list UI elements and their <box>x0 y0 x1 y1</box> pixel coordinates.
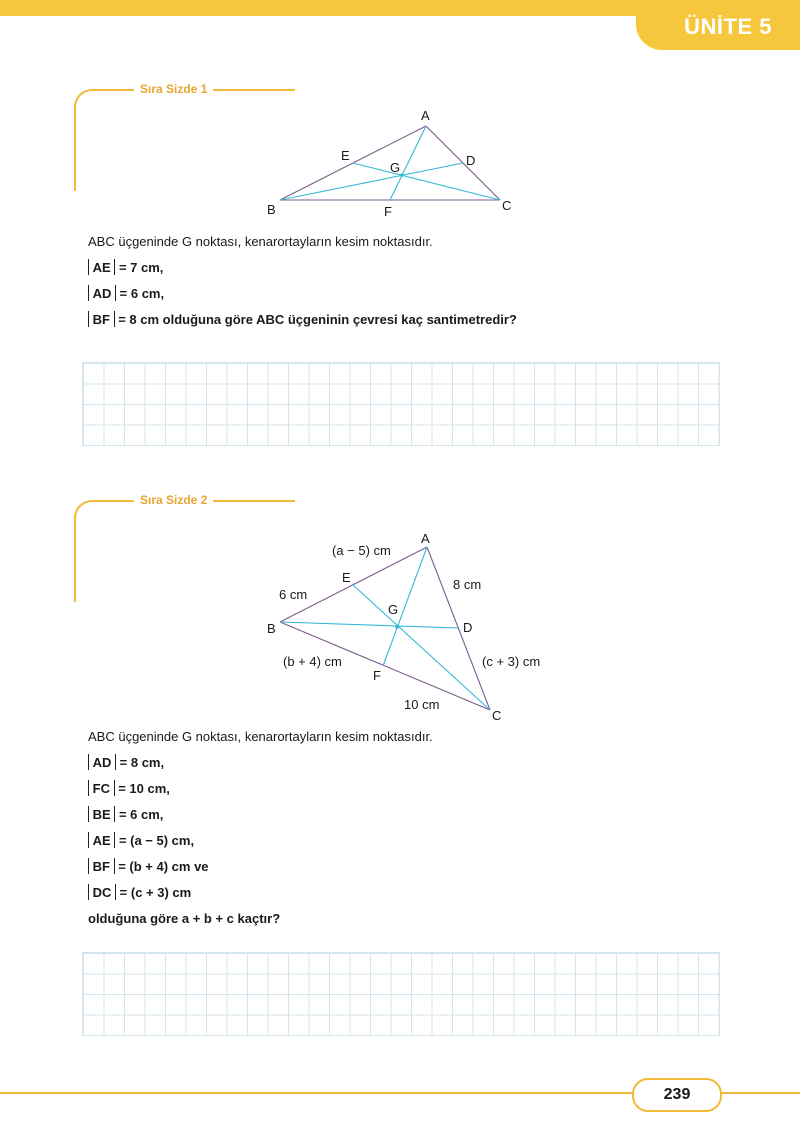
label-b: B <box>267 621 276 636</box>
given-seg: BF <box>92 859 110 874</box>
label-a: A <box>421 108 430 123</box>
median-ce <box>352 584 490 710</box>
label-ae-length: (a − 5) cm <box>332 543 391 558</box>
label-f: F <box>373 668 381 683</box>
label-bf-length: (b + 4) cm <box>283 654 342 669</box>
label-dc-length: (c + 3) cm <box>482 654 541 669</box>
label-d: D <box>466 153 476 168</box>
median-bd <box>280 622 458 628</box>
label-ad-length: 8 cm <box>453 577 482 592</box>
section1-question <box>88 229 517 333</box>
given-seg: BF <box>92 312 110 327</box>
section1-given-2 <box>88 281 517 307</box>
section2-given-5 <box>88 854 433 880</box>
median-ce <box>353 163 500 200</box>
section2-given-1 <box>88 750 433 776</box>
given-seg: AD <box>92 286 112 301</box>
given-seg: BE <box>92 807 111 822</box>
given-rest: = 6 cm, <box>118 807 164 822</box>
point-g <box>395 625 399 629</box>
point-g <box>400 173 404 177</box>
label-c: C <box>502 198 512 213</box>
section1-intro: ABC üçgeninde G noktası, kenarortayların kesim noktasıdır. <box>88 234 433 249</box>
side-ab <box>280 547 427 622</box>
given-seg: AE <box>92 833 111 848</box>
section2-given-2 <box>88 776 433 802</box>
given-rest: = (c + 3) cm <box>119 885 192 900</box>
section2-given-6 <box>88 880 433 906</box>
section2-question <box>88 724 433 932</box>
given-rest: = 6 cm, <box>119 286 165 301</box>
label-d: D <box>463 620 473 635</box>
label-f: F <box>384 204 392 219</box>
median-bd <box>280 163 463 200</box>
given-rest: = 7 cm, <box>118 260 164 275</box>
given-seg: AD <box>92 755 112 770</box>
page-number: 239 <box>632 1078 722 1112</box>
given-rest: = 8 cm, <box>119 755 165 770</box>
label-e: E <box>342 570 351 585</box>
label-g: G <box>388 602 399 617</box>
label-b: B <box>267 202 276 217</box>
section2-final-question: olduğuna göre a + b + c kaçtır? <box>88 911 281 926</box>
given-rest: = 8 cm olduğuna göre ABC üçgeninin çevresi kaç santimetredir? <box>118 312 517 327</box>
section2-title: Sıra Sizde 2 <box>134 493 213 507</box>
section2-intro: ABC üçgeninde G noktası, kenarortayların kesim noktasıdır. <box>88 729 433 744</box>
label-g: G <box>390 160 401 175</box>
label-e: E <box>341 148 350 163</box>
given-seg: DC <box>92 885 112 900</box>
unit-label: ÜNİTE 5 <box>684 14 772 39</box>
given-rest: = (a − 5) cm, <box>118 833 195 848</box>
section2-answer-grid[interactable] <box>82 952 720 1036</box>
section1-title: Sıra Sizde 1 <box>134 82 213 96</box>
section2-given-4 <box>88 828 433 854</box>
section1-triangle-figure <box>0 0 800 240</box>
label-fc-length: 10 cm <box>404 697 440 712</box>
side-ac <box>427 547 490 710</box>
label-a: A <box>421 531 430 546</box>
given-seg: FC <box>92 781 110 796</box>
label-c: C <box>492 708 502 723</box>
label-be-length: 6 cm <box>279 587 308 602</box>
section2-triangle-figure <box>0 520 800 730</box>
section1-given-1 <box>88 255 517 281</box>
given-rest: = 10 cm, <box>118 781 170 796</box>
given-rest: = (b + 4) cm ve <box>118 859 209 874</box>
section1-answer-grid[interactable] <box>82 362 720 446</box>
given-seg: AE <box>92 260 111 275</box>
section2-given-3 <box>88 802 433 828</box>
section1-given-3 <box>88 307 517 333</box>
